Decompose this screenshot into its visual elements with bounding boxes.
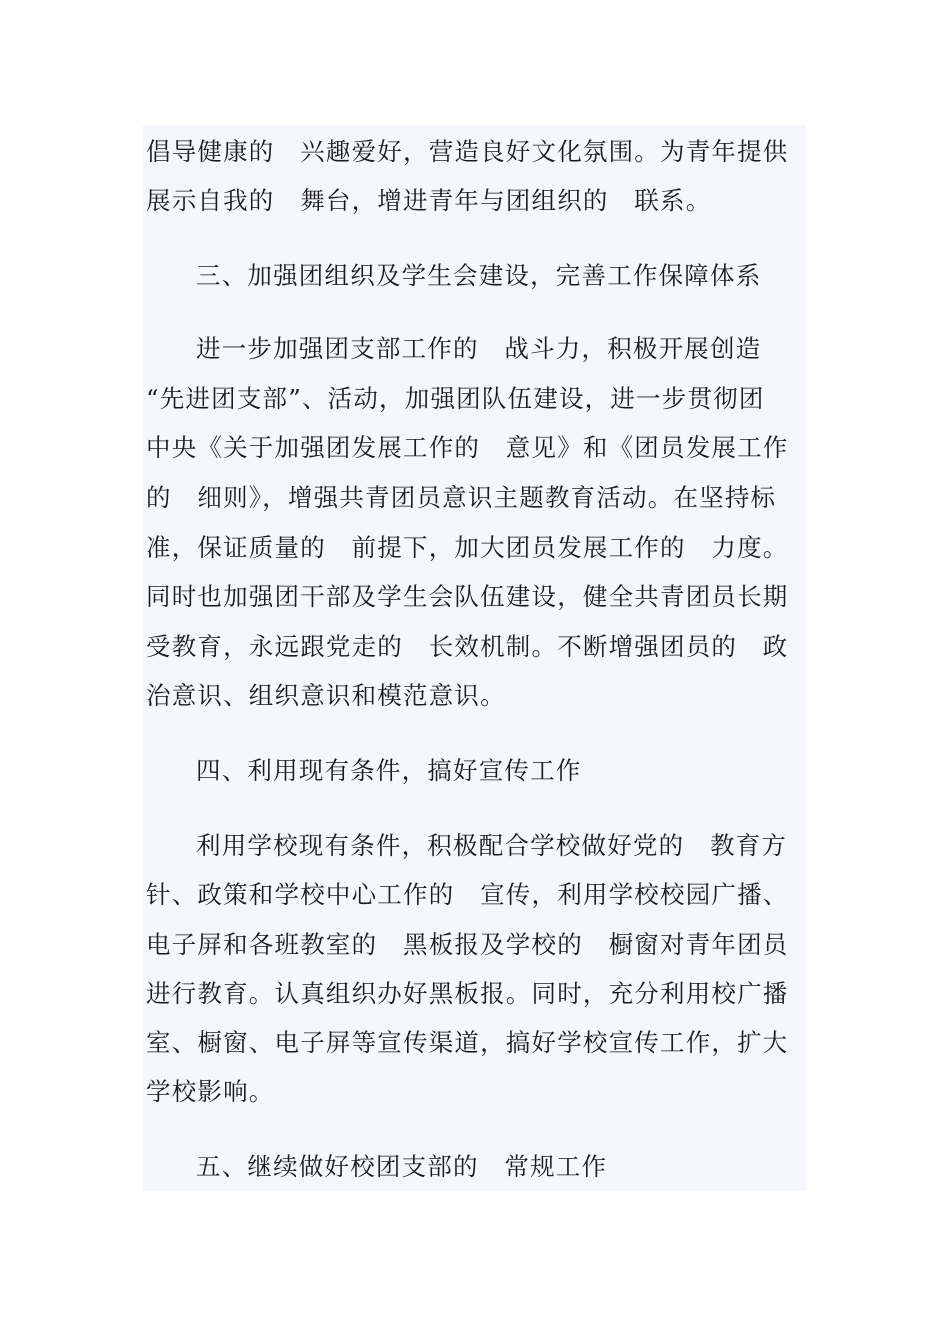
paragraph-line: 准，保证质量的 前提下，加大团员发展工作的 力度。	[146, 533, 789, 562]
paragraph-line: 同时也加强团干部及学生会队伍建设，健全共青团员长期	[146, 582, 789, 611]
document-text-block	[143, 125, 806, 1191]
paragraph-line: 受教育，永远跟党走的 长效机制。不断增强团员的 政	[146, 632, 789, 661]
paragraph-line: 治意识、组织意识和模范意识。	[146, 681, 506, 710]
paragraph-line: 利用学校现有条件，积极配合学校做好党的 教育方	[196, 831, 788, 860]
paragraph-line: 进一步加强团支部工作的 战斗力，积极开展创造	[196, 334, 762, 363]
paragraph-line: 针、政策和学校中心工作的 宣传，利用学校校园广播、	[146, 880, 789, 909]
paragraph-line: 中央《关于加强团发展工作的 意见》和《团员发展工作	[146, 433, 789, 462]
paragraph-line: 的 细则》，增强共青团员意识主题教育活动。在坚持标	[146, 483, 777, 512]
paragraph-line: 电子屏和各班教室的 黑板报及学校的 橱窗对青年团员	[146, 930, 789, 959]
section-heading: 四、利用现有条件，搞好宣传工作	[196, 756, 582, 785]
paragraph-line: 学校影响。	[146, 1077, 275, 1106]
section-heading: 五、继续做好校团支部的 常规工作	[196, 1152, 608, 1181]
paragraph-line: 室、橱窗、电子屏等宣传渠道，搞好学校宣传工作，扩大	[146, 1028, 789, 1057]
paragraph-line: 展示自我的 舞台，增进青年与团组织的 联系。	[146, 186, 712, 215]
paragraph-line: 倡导健康的 兴趣爱好，营造良好文化氛围。为青年提供	[146, 137, 789, 166]
paragraph-line: 进行教育。认真组织办好黑板报。同时，充分利用校广播	[146, 979, 789, 1008]
paragraph-line: “先进团支部”、活动，加强团队伍建设，进一步贯彻团	[146, 384, 765, 413]
section-heading: 三、加强团组织及学生会建设，完善工作保障体系	[196, 261, 762, 290]
